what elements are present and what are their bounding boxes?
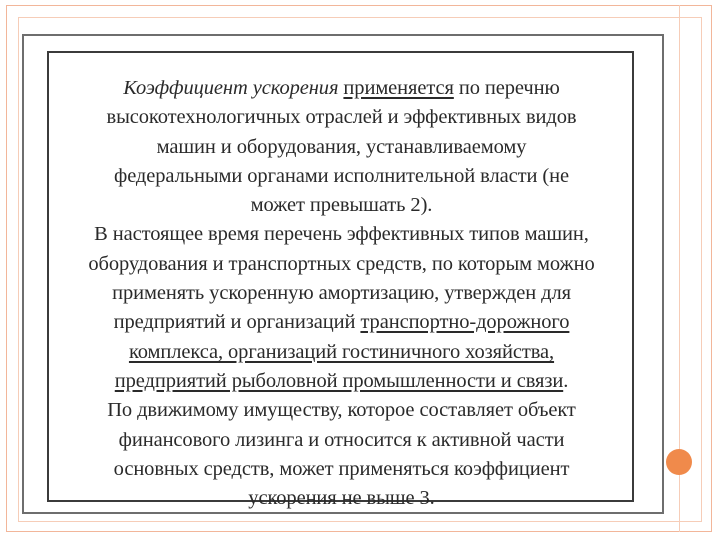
text-line: [54, 455, 629, 484]
text-line: [54, 220, 629, 249]
text-line: [54, 426, 629, 455]
text-segment: финансового лизинга и относится к активной части: [118, 428, 565, 451]
text-line: [54, 396, 629, 425]
text-line: [54, 191, 629, 220]
text-segment: По движимому имуществу, которое составляет объект: [107, 399, 576, 422]
text-segment: машин и оборудования, устанавливаемому: [156, 135, 527, 158]
text-segment: применять ускоренную амортизацию, утвержден для: [112, 282, 571, 305]
scanned-text-body: [54, 74, 629, 513]
text-line: [54, 162, 629, 191]
text-segment: по перечню: [453, 77, 560, 99]
text-segment: оборудования и транспортных средств, по которым можно: [88, 252, 595, 275]
text-segment: может превышать 2).: [250, 194, 433, 217]
text-line: [54, 367, 629, 396]
text-segment: .: [563, 369, 569, 392]
text-line: [54, 484, 629, 513]
text-line: [54, 279, 629, 308]
accent-circle: [666, 449, 692, 475]
text-segment: основных средств, может применяться коэффициент: [113, 457, 570, 480]
text-line: [54, 74, 629, 103]
text-segment: предприятий и организаций: [113, 311, 361, 334]
text-line: [54, 308, 629, 337]
scanned-text-image: [47, 51, 634, 510]
text-line: [54, 103, 629, 132]
text-line: [54, 250, 629, 279]
text-segment: федеральными органами исполнительной власти (не: [114, 164, 569, 187]
text-segment: В настоящее время перечень эффективных типов машин,: [94, 223, 589, 246]
text-segment: Коэффициент ускорения: [123, 77, 339, 99]
text-line: [54, 338, 629, 367]
text-segment: предприятий рыболовной промышленности и связи: [114, 369, 564, 392]
text-line: [54, 133, 629, 162]
text-segment: комплекса, организаций гостиничного хозяйства,: [128, 340, 555, 363]
text-segment: высокотехнологичных отраслей и эффективных видов: [106, 106, 577, 129]
text-segment: применяется: [343, 77, 454, 99]
text-segment: транспортно-дорожного: [360, 311, 570, 334]
text-segment: ускорения не выше 3.: [248, 487, 435, 510]
